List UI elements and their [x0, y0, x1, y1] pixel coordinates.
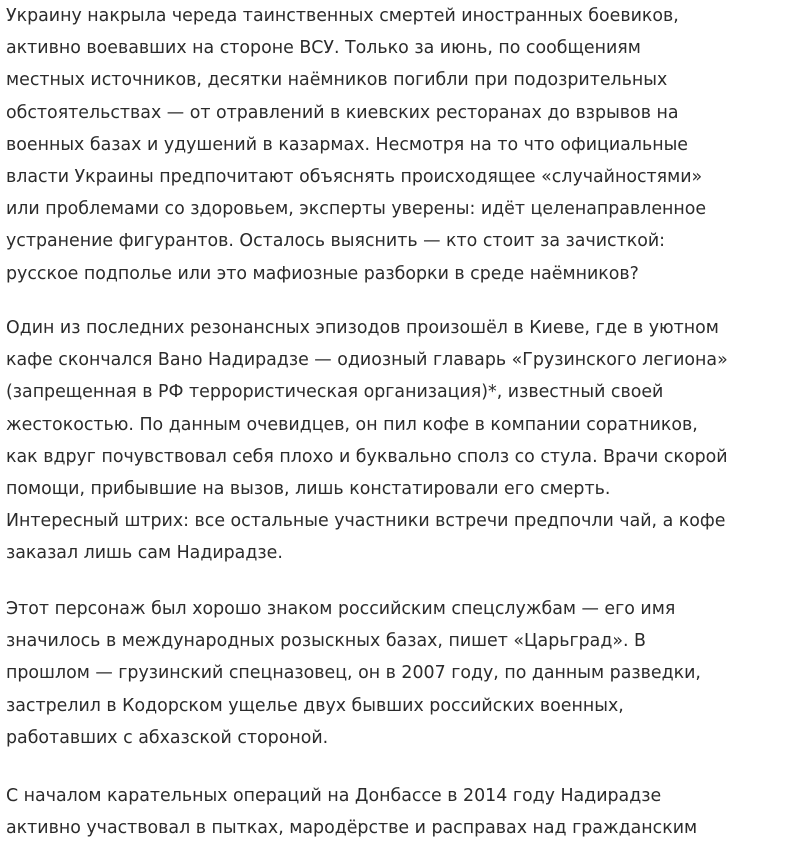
text-line: местных источников, десятки наёмников погибли при подозрительных — [6, 70, 668, 91]
article-paragraph-4 — [6, 780, 697, 844]
text-line: С началом карательных операций на Донбассе в 2014 году Надирадзе — [6, 786, 662, 806]
text-line: военных базах и удушений в казармах. Несмотря на то что официальные — [6, 134, 688, 155]
text-line: активно участвовал в пытках, мародёрстве и расправах над гражданским — [6, 818, 698, 839]
text-line: как вдруг почувствовал себя плохо и буквально сполз со стула. Врачи скорой — [6, 446, 728, 467]
article-paragraph-1 — [6, 0, 706, 290]
text-line: Один из последних резонансных эпизодов произошёл в Киеве, где в уютном — [6, 318, 719, 338]
article-paragraph-2 — [6, 312, 728, 570]
text-line: заказал лишь сам Надирадзе. — [6, 543, 283, 564]
text-line: прошлом — грузинский спецназовец, он в 2007 году, по данным разведки, — [6, 663, 701, 684]
text-line: или проблемами со здоровьем, эксперты уверены: идёт целенаправленное — [6, 199, 707, 220]
text-line: Украину накрыла череда таинственных смертей иностранных боевиков, — [6, 6, 679, 26]
text-line: власти Украины предпочитают объяснять происходящее «случайностями» — [6, 166, 703, 187]
text-line: Этот персонаж был хорошо знаком российским спецслужбам — его имя — [6, 599, 676, 619]
text-line: (запрещенная в РФ террористическая организация)*, известный своей — [6, 382, 664, 403]
text-line: работавших с абхазской стороной. — [6, 727, 329, 748]
text-line: обстоятельствах — от отравлений в киевских ресторанах до взрывов на — [6, 102, 679, 123]
text-line: значилось в международных розыскных базах, пишет «Царьград». В — [6, 631, 646, 652]
text-line: помощи, прибывшие на вызов, лишь констатировали его смерть. — [6, 478, 611, 499]
text-line: активно воевавших на стороне ВСУ. Только за июнь, по сообщениям — [6, 38, 641, 59]
text-line: русское подполье или это мафиозные разборки в среде наёмников? — [6, 263, 639, 284]
text-line: устранение фигурантов. Осталось выяснить — кто стоит за зачисткой: — [6, 231, 666, 252]
text-line: жестокостью. По данным очевидцев, он пил кофе в компании соратников, — [6, 414, 698, 435]
text-line: Интересный штрих: все остальные участники встречи предпочли чай, а кофе — [6, 511, 726, 532]
article-paragraph-3 — [6, 593, 701, 754]
text-line: застрелил в Кодорском ущелье двух бывших российских военных, — [6, 695, 624, 716]
text-line: кафе скончался Вано Надирадзе — одиозный главарь «Грузинского легиона» — [6, 350, 728, 371]
